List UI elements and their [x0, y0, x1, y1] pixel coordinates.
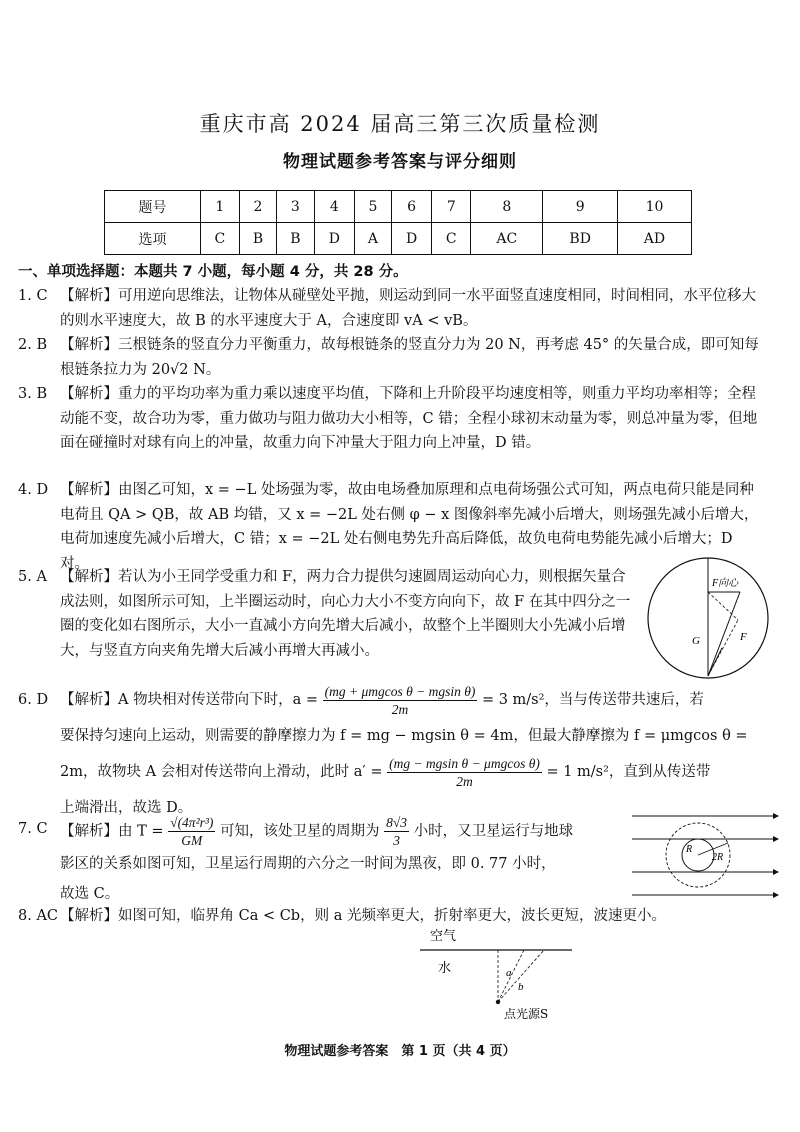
question-number: 5. A [18, 569, 47, 585]
question-7-line-1 [60, 814, 620, 849]
answer-cell: C [432, 223, 471, 255]
question-2 [18, 333, 760, 382]
question-6 [18, 682, 770, 826]
question-explanation: 【解析】可用逆向思维法，让物体从碰壁处平抛，则运动到同一水平面竖直速度相同，时间相同，水平位移大的则水平速度大，故 B 的水平速度大于 A，合速度即 vA < vB。 [60, 288, 756, 329]
question-number-cell: 2 [239, 191, 276, 223]
answer-cell: AC [471, 223, 543, 255]
answer-table [104, 190, 692, 255]
answer-label-cell: 选项 [105, 223, 201, 255]
question-number-cell: 8 [471, 191, 543, 223]
question-number-cell: 10 [617, 191, 691, 223]
answer-cell: C [201, 223, 240, 255]
question-number: 3. B [18, 386, 48, 402]
question-number-cell: 5 [355, 191, 392, 223]
text-segment: 2m，故物块 A 会相对传送带向上滑动，此时 a′ = [60, 764, 383, 780]
question-number-cell: 7 [432, 191, 471, 223]
question-explanation: 【解析】如图可知，临界角 Ca < Cb，则 a 光频率更大，折射率更大，波长更短，波速更小。 [60, 908, 666, 924]
question-number: 2. B [18, 337, 48, 353]
question-number-cell: 4 [314, 191, 355, 223]
question-6-line-3 [60, 754, 770, 790]
fraction-period [168, 814, 215, 849]
question-explanation: 【解析】重力的平均功率为重力乘以速度平均值，下降和上升阶段平均速度相等，则重力平均功率相等；全程动能不变，故合功为零，重力做功与阻力做功大小相等，C 错；全程小球初末动量为零，则总冲量为零，但地面在碰撞时对球有向上的冲量，故重力向下冲量大于阻力向上冲量，D 错。 [60, 386, 758, 451]
question-7-line-2: 影区的关系如图可知，卫星运行周期的六分之一时间为黑夜，即 0. 77 小时， [60, 856, 556, 872]
fraction-numerator: (mg + μmgcos θ − mgsin θ) [324, 683, 476, 699]
fig-label-2r: 2R [712, 852, 724, 863]
answer-table-answer-row [105, 223, 692, 255]
answer-cell: A [355, 223, 392, 255]
answer-cell: B [239, 223, 276, 255]
question-number-cell: 6 [391, 191, 432, 223]
question-explanation: 【解析】三根链条的竖直分力平衡重力，故每根链条的竖直分力为 20 N，再考虑 45° 的矢量合成，即可知每根链条拉力为 20√2 N。 [60, 337, 759, 378]
force-circle-figure [640, 548, 780, 688]
text-segment: 【解析】由 T = [60, 823, 164, 840]
question-number-cell: 9 [543, 191, 618, 223]
question-1 [18, 284, 760, 333]
refraction-figure [420, 924, 580, 1024]
question-explanation: 【解析】由图乙可知，x = −L 处场强为零，故由电场叠加原理和点电荷场强公式可知，两点电荷只能是同种电荷且 QA > QB，故 AB 均错，又 x = −2L 处右侧 φ − x 图像斜率先减小后增大，则场强先减小后增大，电荷加速度先减小后增大，C 错；x = −2L 处右侧电势先升高后降低，故负电荷电势能先减小后增大；D 对。 [60, 482, 759, 572]
fig-label-b: b [518, 981, 524, 993]
question-number-cell: 1 [201, 191, 240, 223]
question-7 [18, 814, 620, 909]
fig-label-water: 水 [438, 961, 452, 976]
text-segment: = 3 m/s²，当与传送带共速后，若 [481, 692, 704, 708]
fig-label-a: a [506, 967, 512, 979]
fig-label-air: 空气 [430, 929, 457, 944]
question-explanation: 【解析】若认为小王同学受重力和 F，两力合力提供匀速圆周运动向心力，则根据矢量合成法则，如图所示可知，上半圈运动时，向心力大小不变方向向下，故 F 在其中四分之一圈的变化如右图所示，大小一直减小方向先增大后减小，故整个上半圈则大小先减小后增大，与竖直方向夹角先增大后减小再增大再减小。 [60, 569, 631, 659]
fig-label-g: G [692, 635, 700, 647]
text-segment: 【解析】A 物块相对传送带向下时，a = [60, 692, 318, 708]
answer-cell: B [277, 223, 314, 255]
page-footer: 物理试题参考答案 第 1 页（共 4 页） [284, 1044, 516, 1059]
answer-cell: D [391, 223, 432, 255]
fraction-denominator: GM [181, 833, 203, 848]
question-3 [18, 382, 760, 456]
question-number: 1. C [18, 288, 48, 304]
page-subtitle: 物理试题参考答案与评分细则 [283, 152, 517, 172]
fig-label-point-source: 点光源S [504, 1007, 549, 1021]
answer-cell: BD [543, 223, 618, 255]
fraction-numerator: (mg − mgsin θ − μmgcos θ) [389, 755, 540, 771]
fraction-numerator: √(4π²r³) [170, 815, 214, 830]
question-number: 8. AC [18, 908, 59, 924]
fraction-denominator: 3 [393, 833, 400, 848]
question-number: 6. D [18, 692, 49, 708]
fraction-numerator: 8√3 [386, 815, 408, 830]
text-segment: 小时，又卫星运行与地球 [413, 823, 574, 840]
fraction-acceleration-1 [323, 683, 478, 718]
answer-cell: AD [617, 223, 691, 255]
fraction-denominator: 2m [456, 773, 473, 789]
question-6-line-2: 要保持匀速向上运动，则需要的静摩擦力为 f = mg − mgsin θ = 4m，但最大静摩擦为 f = μmgcos θ = [60, 728, 748, 744]
question-number: 7. C [18, 821, 48, 837]
section-heading-single-choice: 一、单项选择题：本题共 7 小题，每小题 4 分，共 28 分。 [18, 264, 408, 280]
fig-label-r: R [686, 844, 693, 855]
question-7-line-3: 故选 C。 [60, 886, 120, 902]
text-segment: 可知，该处卫星的周期为 [220, 823, 380, 840]
fraction-denominator: 2m [391, 701, 409, 717]
text-segment: = 1 m/s²，直到从传送带 [546, 764, 711, 780]
fig-label-f: F [740, 631, 747, 643]
question-6-line-1 [60, 682, 770, 718]
fraction-acceleration-2 [387, 755, 542, 790]
question-number: 4. D [18, 482, 49, 498]
answer-table-header-row [105, 191, 692, 223]
header-label-cell: 题号 [105, 191, 201, 223]
question-6-line-4: 上端滑出，故选 D。 [60, 800, 193, 816]
question-number-cell: 3 [277, 191, 314, 223]
page-title: 重庆市高 2024 届高三第三次质量检测 [199, 112, 601, 136]
answer-cell: D [314, 223, 355, 255]
question-5 [18, 565, 638, 663]
fig-label-f-centripetal: F向心 [712, 578, 739, 589]
fraction-hours [384, 814, 409, 849]
earth-shadow-figure [628, 810, 788, 902]
